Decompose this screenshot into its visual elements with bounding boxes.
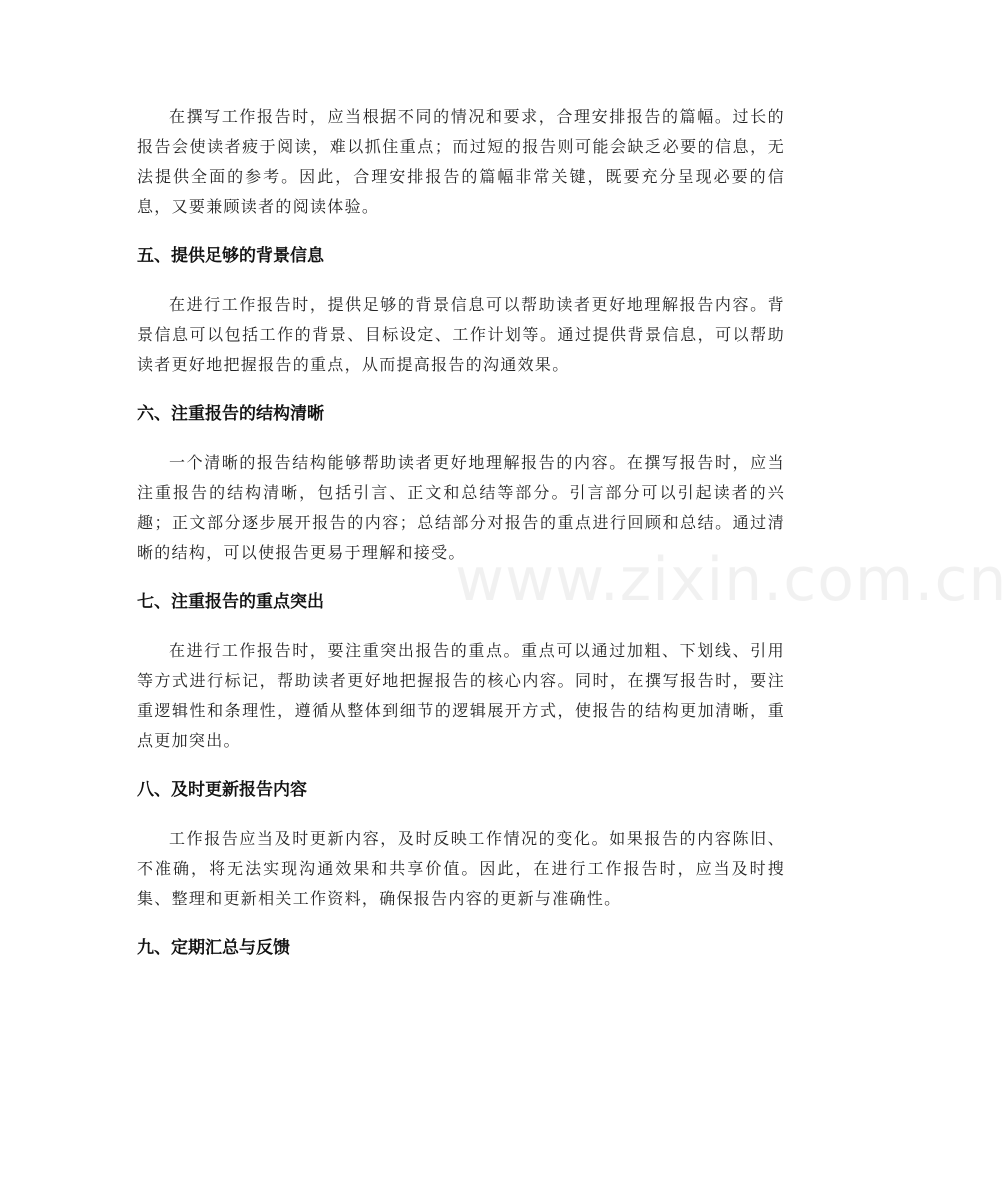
paragraph-key-points: 在进行工作报告时，要注重突出报告的重点。重点可以通过加粗、下划线、引用等方式进行标记，帮助读者更好地把握报告的核心内容。同时，在撰写报告时，要注重逻辑性和条理性，遵循从整体到细节的逻辑展开方式，使报告的结构更加清晰，重点更加突出。 bbox=[137, 641, 785, 750]
paragraph-update-content: 工作报告应当及时更新内容，及时反映工作情况的变化。如果报告的内容陈旧、不准确，将无法实现沟通效果和共享价值。因此，在进行工作报告时，应当及时搜集、整理和更新相关工作资料，确保报告内容的更新与准确性。 bbox=[137, 829, 785, 908]
heading-section-6: 六、注重报告的结构清晰 bbox=[137, 404, 324, 424]
watermark: www.zixin.com.cn bbox=[455, 545, 1007, 615]
paragraph-structure: 一个清晰的报告结构能够帮助读者更好地理解报告的内容。在撰写报告时，应当注重报告的结构清晰，包括引言、正文和总结等部分。引言部分可以引起读者的兴趣；正文部分逐步展开报告的内容；总结部分对报告的重点进行回顾和总结。通过清晰的结构，可以使报告更易于理解和接受。 bbox=[137, 453, 785, 562]
heading-section-5: 五、提供足够的背景信息 bbox=[137, 246, 324, 266]
document-body bbox=[137, 102, 785, 982]
paragraph-report-length: 在撰写工作报告时，应当根据不同的情况和要求，合理安排报告的篇幅。过长的报告会使读者疲于阅读，难以抓住重点；而过短的报告则可能会缺乏必要的信息，无法提供全面的参考。因此，合理安排报告的篇幅非常关键，既要充分呈现必要的信息，又要兼顾读者的阅读体验。 bbox=[137, 107, 785, 216]
heading-section-7: 七、注重报告的重点突出 bbox=[137, 592, 324, 612]
paragraph-background-info: 在进行工作报告时，提供足够的背景信息可以帮助读者更好地理解报告内容。背景信息可以包括工作的背景、目标设定、工作计划等。通过提供背景信息，可以帮助读者更好地把握报告的重点，从而提高报告的沟通效果。 bbox=[137, 295, 785, 374]
heading-section-9: 九、定期汇总与反馈 bbox=[137, 938, 290, 958]
heading-section-8: 八、及时更新报告内容 bbox=[137, 780, 307, 800]
